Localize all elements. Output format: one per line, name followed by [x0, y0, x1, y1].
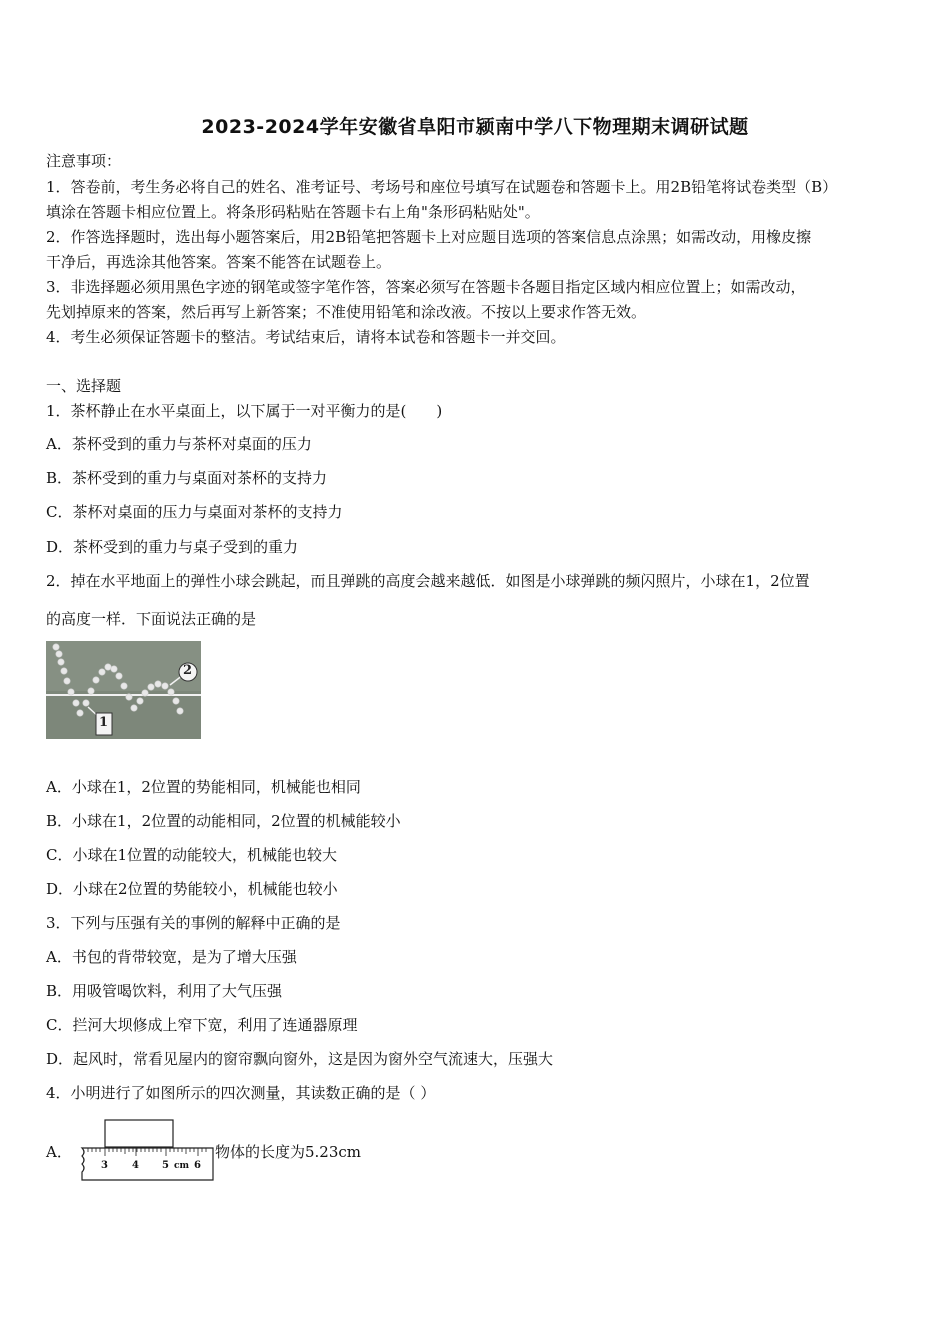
- question-1-option-a: A．茶杯受到的重力与茶杯对桌面的压力: [46, 435, 312, 453]
- ruler-label-4: 4: [132, 1160, 139, 1171]
- photo-label-2: 2: [183, 663, 193, 678]
- ruler-label-6: 6: [194, 1160, 201, 1171]
- question-4-option-a-letter: A．: [46, 1143, 72, 1161]
- question-3-option-c: C．拦河大坝修成上窄下宽，利用了连通器原理: [46, 1016, 358, 1034]
- question-3-stem: 3．下列与压强有关的事例的解释中正确的是: [46, 914, 341, 932]
- bouncing-ball-illustration: [46, 641, 201, 739]
- notice-line: 干净后，再选涂其他答案。答案不能答在试题卷上。: [46, 253, 392, 271]
- ruler-label-5: 5: [162, 1160, 169, 1171]
- question-2-option-d: D．小球在2位置的势能较小，机械能也较小: [46, 880, 338, 898]
- question-4-stem: 4．小明进行了如图所示的四次测量，其读数正确的是（ ）: [46, 1084, 436, 1102]
- notice-line: 3．非选择题必须用黑色字迹的钢笔或签字笔作答，答案必须写在答题卡各题目指定区域内相应位置上；如需改动，: [46, 278, 806, 296]
- notice-line: 先划掉原来的答案，然后再写上新答案；不准使用铅笔和涂改液。不按以上要求作答无效。: [46, 303, 647, 321]
- notice-line: 填涂在答题卡相应位置上。将条形码粘贴在答题卡右上角"条形码粘贴处"。: [46, 203, 540, 221]
- notice-line: 4．考生必须保证答题卡的整洁。考试结束后，请将本试卷和答题卡一并交回。: [46, 328, 566, 346]
- ruler-unit-label: cm: [174, 1161, 190, 1171]
- question-2-option-c: C．小球在1位置的动能较大，机械能也较大: [46, 846, 338, 864]
- notice-heading: 注意事项：: [46, 152, 122, 170]
- question-2-stem-line2: 的高度一样．下面说法正确的是: [46, 610, 257, 628]
- notice-line: 2．作答选择题时，选出每小题答案后，用2B铅笔把答题卡上对应题目选项的答案信息点涂黑；如需改动，用橡皮擦: [46, 228, 812, 246]
- question-1-option-b: B．茶杯受到的重力与桌面对茶杯的支持力: [46, 469, 328, 487]
- section-heading: 一、选择题: [46, 377, 122, 395]
- question-3-option-b: B．用吸管喝饮料，利用了大气压强: [46, 982, 283, 1000]
- question-4-option-a-text: 物体的长度为5.23cm: [215, 1143, 362, 1161]
- photo-label-1: 1: [99, 715, 109, 730]
- question-3-option-d: D．起风时，常看见屋内的窗帘飘向窗外，这是因为窗外空气流速大，压强大: [46, 1050, 554, 1068]
- question-1-stem: 1．茶杯静止在水平桌面上，以下属于一对平衡力的是( ): [46, 402, 443, 420]
- question-2-option-b: B．小球在1，2位置的动能相同，2位置的机械能较小: [46, 812, 401, 830]
- question-2-option-a: A．小球在1，2位置的势能相同，机械能也相同: [46, 778, 361, 796]
- ruler-label-3: 3: [101, 1160, 108, 1171]
- notice-line: 1．答卷前，考生务必将自己的姓名、准考证号、考场号和座位号填写在试题卷和答题卡上。用2B铅笔将试卷类型（B）: [46, 178, 838, 196]
- ruler-illustration: [80, 1118, 216, 1182]
- question-1-option-c: C．茶杯对桌面的压力与桌面对茶杯的支持力: [46, 503, 343, 521]
- question-1-option-d: D．茶杯受到的重力与桌子受到的重力: [46, 538, 299, 556]
- bouncing-ball-photo: [46, 641, 201, 739]
- ruler-figure: [80, 1118, 216, 1182]
- exam-title: 2023-2024学年安徽省阜阳市颍南中学八下物理期末调研试题: [201, 116, 749, 138]
- question-2-stem-line1: 2．掉在水平地面上的弹性小球会跳起，而且弹跳的高度会越来越低．如图是小球弹跳的频闪照片，小球在1，2位置: [46, 572, 810, 590]
- question-3-option-a: A．书包的背带较宽，是为了增大压强: [46, 948, 297, 966]
